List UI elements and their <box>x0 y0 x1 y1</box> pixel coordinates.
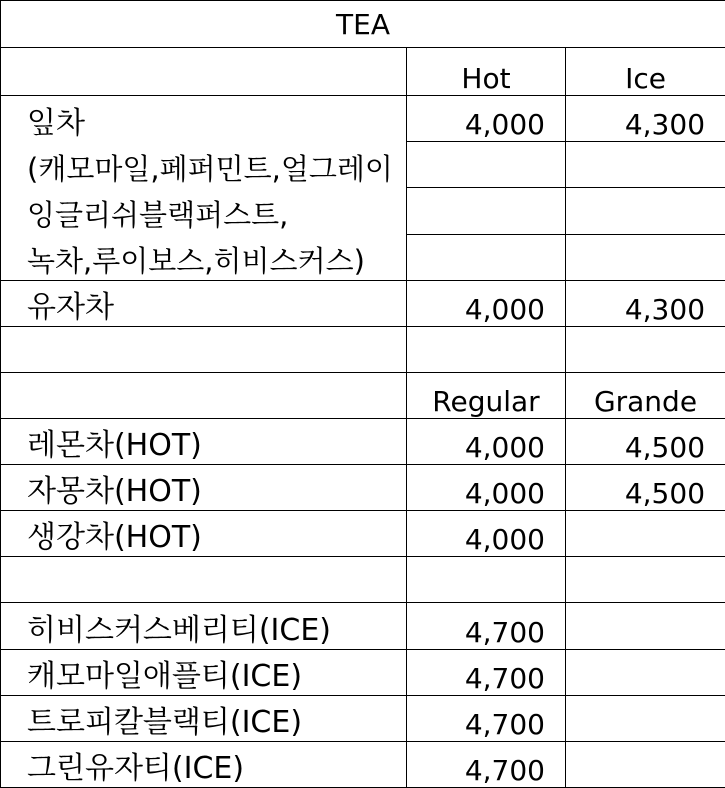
header-empty <box>1 48 407 96</box>
price-ice: 4,300 <box>566 280 725 326</box>
empty-cell <box>566 234 725 280</box>
item-name: 캐모마일애플티(ICE) <box>1 649 407 695</box>
price-regular: 4,000 <box>407 418 566 464</box>
item-name: 그린유자티(ICE) <box>1 741 407 787</box>
item-name: 레몬차(HOT) <box>1 418 407 464</box>
empty-cell <box>407 234 566 280</box>
empty-cell <box>566 557 725 603</box>
header-grande: Grande <box>566 372 725 418</box>
empty-cell <box>407 142 566 188</box>
item-name: 히비스커스베리티(ICE) <box>1 603 407 649</box>
item-name: 자몽차(HOT) <box>1 465 407 511</box>
table-title: TEA <box>1 1 725 48</box>
item-name: 유자차 <box>1 280 407 326</box>
header-empty <box>1 372 407 418</box>
empty-cell <box>566 603 725 649</box>
price-regular: 4,700 <box>407 603 566 649</box>
price-ice: 4,300 <box>566 96 725 142</box>
empty-cell <box>1 557 407 603</box>
empty-cell <box>407 326 566 372</box>
header-regular: Regular <box>407 372 566 418</box>
empty-cell <box>566 695 725 741</box>
price-regular: 4,700 <box>407 649 566 695</box>
empty-cell <box>1 326 407 372</box>
empty-cell <box>407 557 566 603</box>
item-description: (캐모마일,페퍼민트,얼그레이 <box>1 142 407 188</box>
empty-cell <box>566 326 725 372</box>
price-grande: 4,500 <box>566 465 725 511</box>
price-hot: 4,000 <box>407 280 566 326</box>
empty-cell <box>566 188 725 234</box>
empty-cell <box>566 142 725 188</box>
empty-cell <box>566 741 725 787</box>
empty-cell <box>407 188 566 234</box>
header-ice: Ice <box>566 48 725 96</box>
item-description: 잉글리쉬블랙퍼스트, <box>1 188 407 234</box>
item-name: 생강차(HOT) <box>1 511 407 557</box>
price-regular: 4,700 <box>407 741 566 787</box>
price-regular: 4,000 <box>407 465 566 511</box>
price-grande <box>566 511 725 557</box>
price-grande: 4,500 <box>566 418 725 464</box>
empty-cell <box>566 649 725 695</box>
price-regular: 4,000 <box>407 511 566 557</box>
header-hot: Hot <box>407 48 566 96</box>
price-hot: 4,000 <box>407 96 566 142</box>
price-regular: 4,700 <box>407 695 566 741</box>
item-name: 트로피칼블랙티(ICE) <box>1 695 407 741</box>
item-description: 녹차,루이보스,히비스커스) <box>1 234 407 280</box>
item-name: 잎차 <box>1 96 407 142</box>
